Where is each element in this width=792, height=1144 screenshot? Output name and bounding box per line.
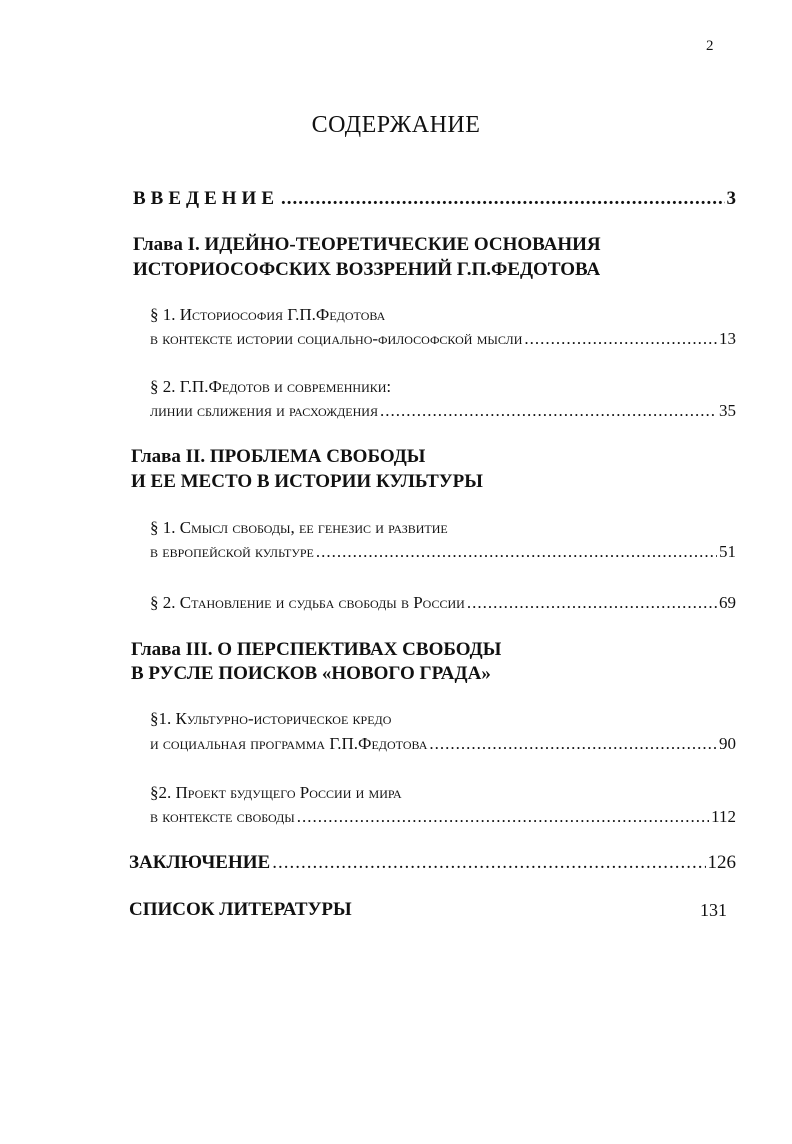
leader-dots	[272, 850, 705, 876]
chapter-3-section-1-line-2[interactable]	[150, 731, 736, 757]
chapter-3-section-1-page: 90	[719, 734, 736, 753]
chapter-2-section-2-text: § 2. Становление и судьба свободы в России	[150, 593, 465, 612]
chapter-1-section-2-line-1[interactable]: § 2. Г.П.Федотов и современники:	[150, 377, 392, 396]
chapter-3-section-2-text: в контексте свободы	[150, 807, 295, 826]
chapter-1-title-line-2[interactable]: ИСТОРИОСОФСКИХ ВОЗЗРЕНИЙ Г.П.ФЕДОТОВА	[133, 259, 601, 280]
toc-conclusion-page: 126	[707, 852, 736, 873]
chapter-1-section-1-line-1[interactable]: § 1. Историософия Г.П.Федотова	[150, 305, 386, 324]
chapter-2-section-1-page: 51	[719, 542, 736, 561]
toc-conclusion-label: ЗАКЛЮЧЕНИЕ	[129, 852, 271, 873]
chapter-3-title-line-1[interactable]: Глава III. О ПЕРСПЕКТИВАХ СВОБОДЫ	[131, 639, 502, 660]
leader-dots	[281, 186, 725, 212]
leader-dots	[316, 539, 717, 565]
chapter-3-section-1-line-1[interactable]: §1. Культурно-историческое кредо	[150, 709, 392, 728]
chapter-2-section-1-line-2[interactable]	[150, 539, 736, 565]
chapter-2-section-1-text: в европейской культуре	[150, 542, 314, 561]
chapter-1-title-line-1[interactable]: Глава I. ИДЕЙНО-ТЕОРЕТИЧЕСКИЕ ОСНОВАНИЯ	[133, 234, 601, 255]
chapter-3-section-2-line-1[interactable]: §2. Проект будущего России и мира	[150, 783, 402, 802]
leader-dots	[297, 804, 709, 830]
chapter-1-section-2-line-2[interactable]	[150, 398, 736, 424]
toc-intro-label: ВВЕДЕНИЕ	[133, 188, 279, 209]
page-number: 2	[706, 38, 714, 54]
chapter-1-section-1-line-2[interactable]	[150, 326, 736, 352]
chapter-1-section-1-page: 13	[719, 329, 736, 348]
chapter-1-section-2-text: линии сближения и расхождения	[150, 401, 378, 420]
chapter-2-section-1-line-1[interactable]: § 1. Смысл свободы, ее генезис и развитие	[150, 518, 448, 537]
chapter-1-section-2-page: 35	[719, 401, 736, 420]
toc-intro-page: 3	[726, 188, 736, 209]
chapter-2-section-2[interactable]	[150, 590, 736, 616]
leader-dots	[524, 326, 717, 352]
chapter-2-title-line-1[interactable]: Глава II. ПРОБЛЕМА СВОБОДЫ	[131, 446, 426, 467]
chapter-3-section-2-line-2[interactable]	[150, 804, 736, 830]
toc-references-page: 131	[700, 900, 727, 920]
chapter-2-section-2-page: 69	[719, 593, 736, 612]
leader-dots	[467, 590, 717, 616]
chapter-3-section-1-text: и социальная программа Г.П.Федотова	[150, 734, 428, 753]
toc-conclusion[interactable]	[129, 850, 736, 876]
chapter-2-title-line-2[interactable]: И ЕЕ МЕСТО В ИСТОРИИ КУЛЬТУРЫ	[131, 471, 483, 492]
toc-references-label[interactable]: СПИСОК ЛИТЕРАТУРЫ	[129, 899, 352, 920]
chapter-3-title-line-2[interactable]: В РУСЛЕ ПОИСКОВ «НОВОГО ГРАДА»	[131, 663, 491, 684]
toc-intro[interactable]	[133, 186, 736, 212]
page-title: СОДЕРЖАНИЕ	[311, 112, 481, 138]
leader-dots	[380, 398, 717, 424]
leader-dots	[429, 731, 717, 757]
chapter-1-section-1-text: в контексте истории социально-философской мысли	[150, 329, 523, 348]
chapter-3-section-2-page: 112	[711, 807, 736, 826]
